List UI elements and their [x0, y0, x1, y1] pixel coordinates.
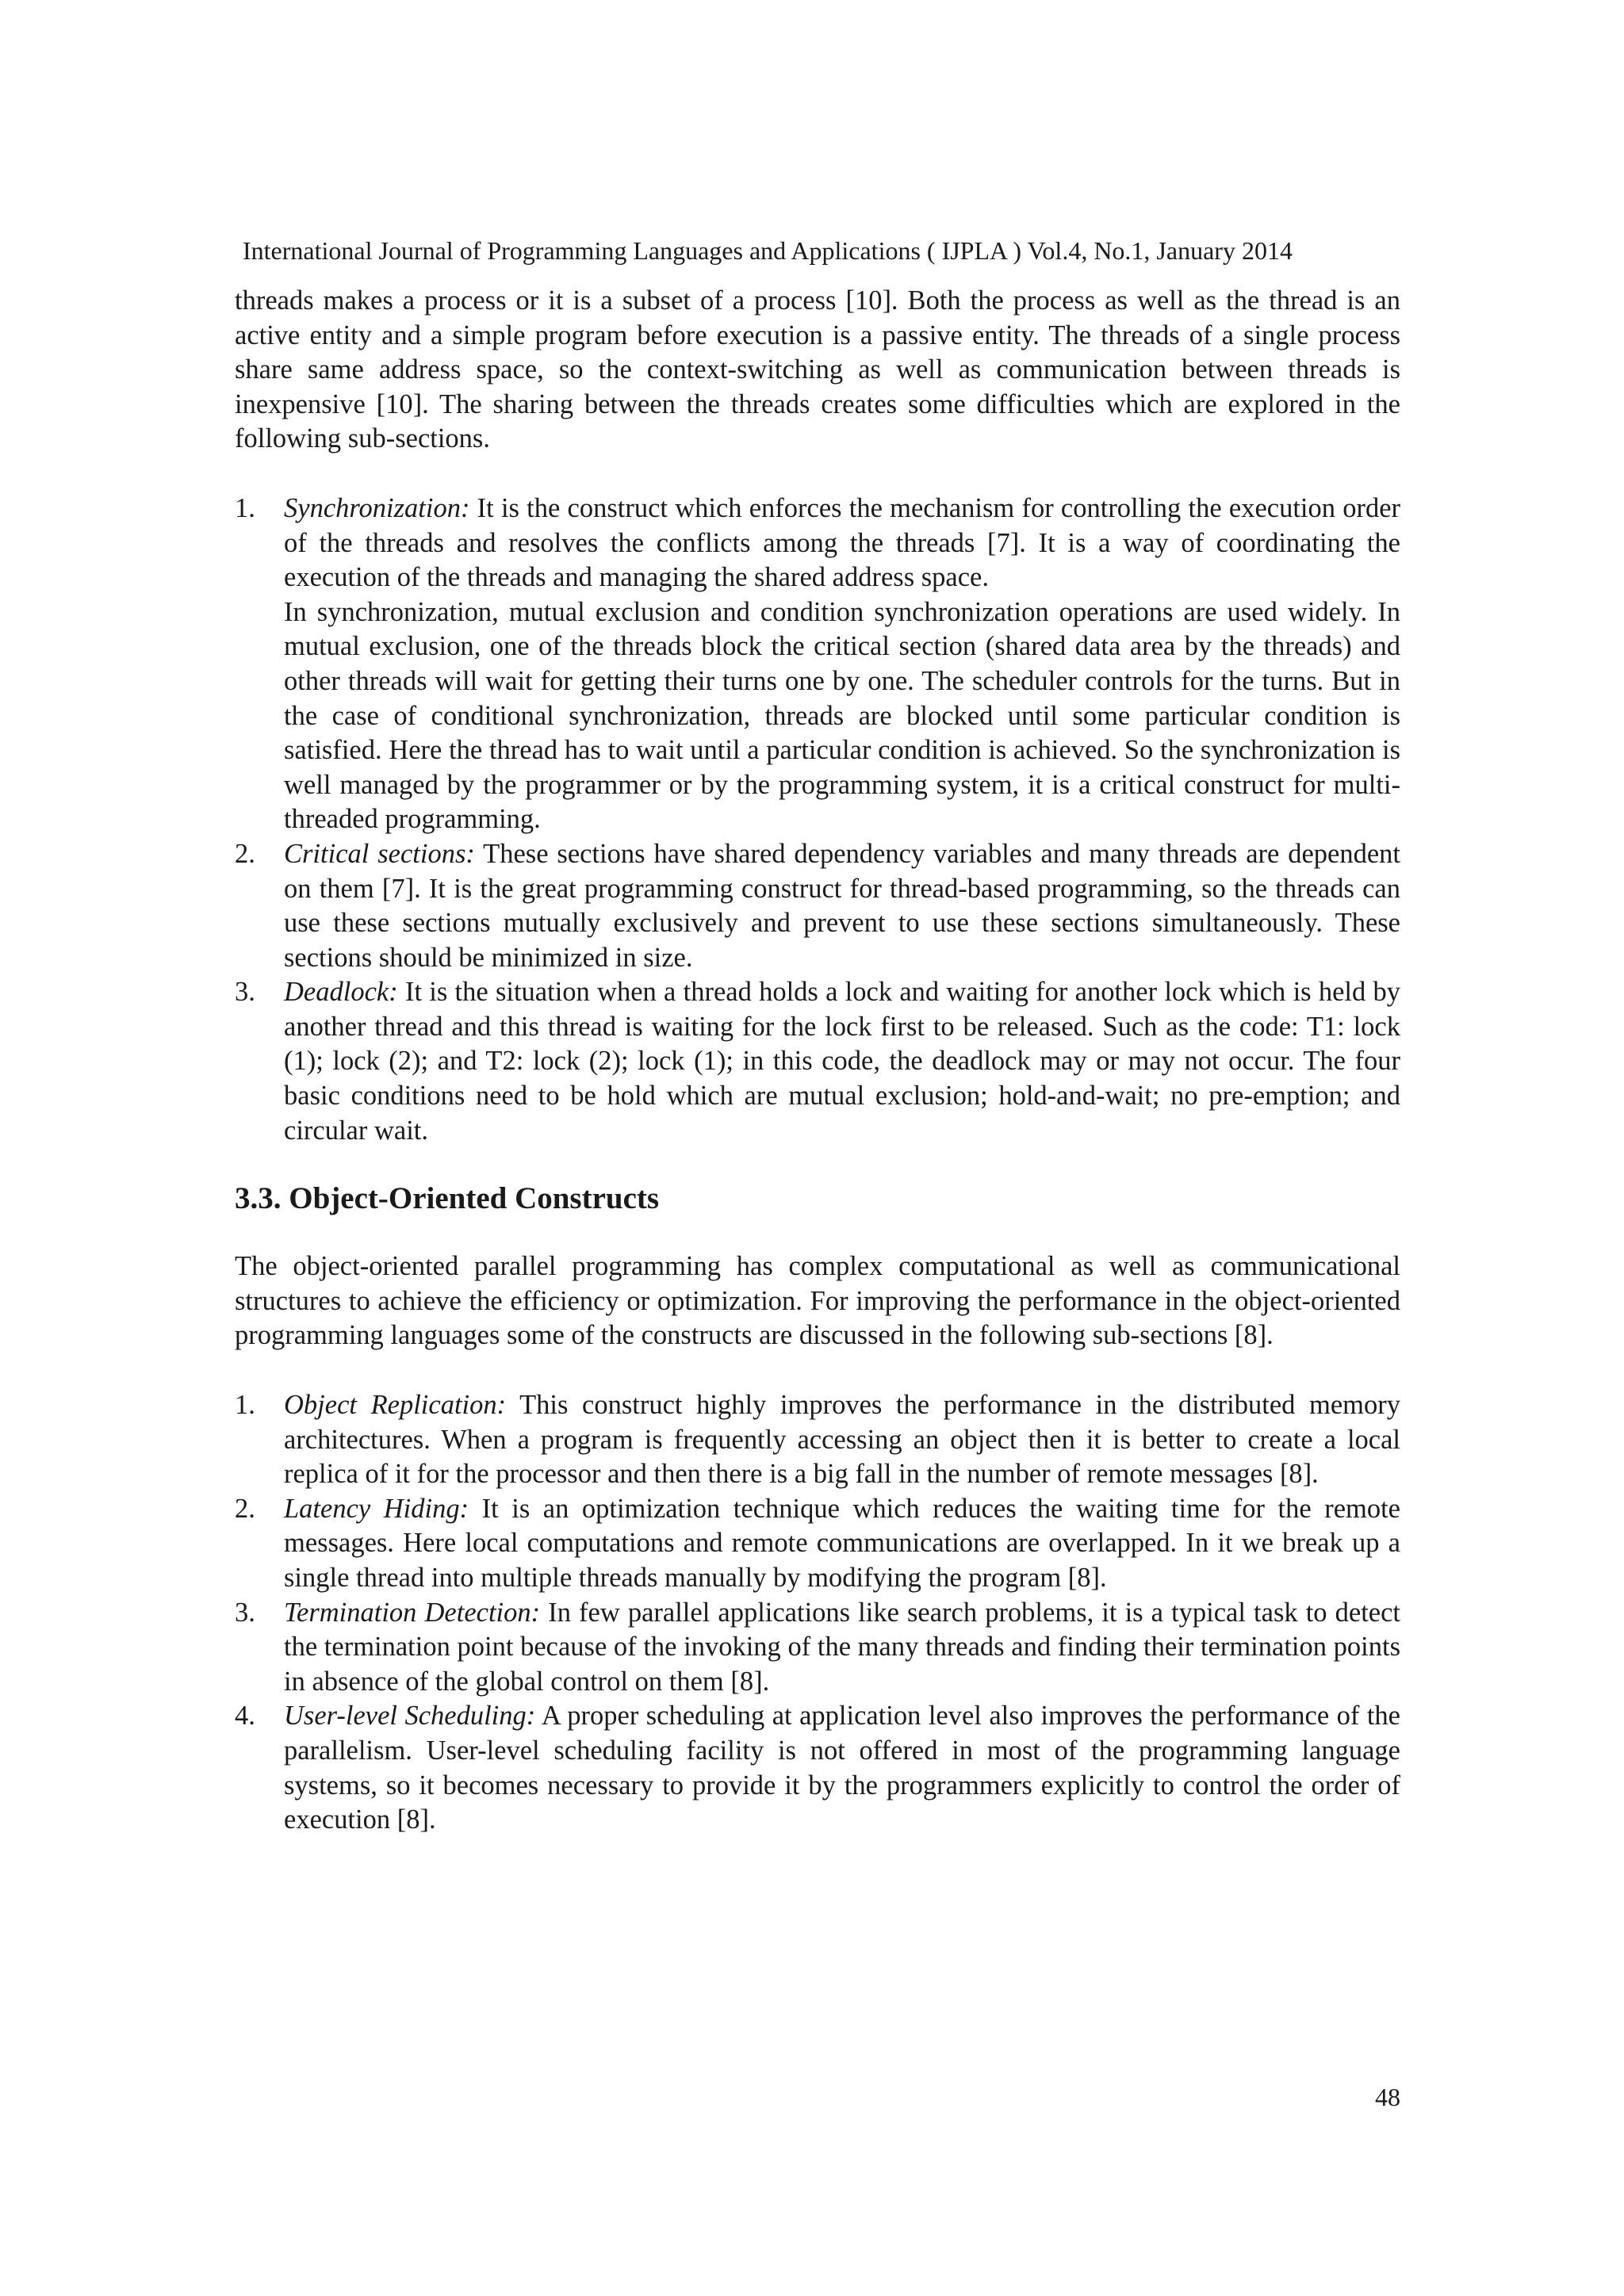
list-item-text: [284, 1596, 1400, 1700]
section-heading: 3.3. Object-Oriented Constructs: [235, 1181, 660, 1216]
list-number: 3.: [235, 1597, 255, 1628]
list-item-object-replication: [235, 1388, 1400, 1492]
list-item-user-level-scheduling: [235, 1699, 1400, 1837]
term-label: Synchronization:: [284, 492, 470, 523]
list-number: 4.: [235, 1701, 255, 1732]
list-item-text: [284, 492, 1400, 595]
term-description: In few parallel applications like search problems, it is a typical task to detect the termination point because of the invoking of the many threads and finding their termination points in absence of the global control on them [8].: [284, 1597, 1400, 1697]
list-item-continuation: In synchronization, mutual exclusion and condition synchronization operations are used widely. In mutual exclusion, one of the threads block the critical section (shared data area by the threads) and other threads will wait for getting their turns one by one. The scheduler controls for the turns. But in the case of conditional synchronization, threads are blocked until some particular condition is satisfied. Here the thread has to wait until a particular condition is achieved. So the synchronization is well managed by the programmer or by the programming system, it is a critical construct for multi-threaded programming.: [284, 596, 1400, 835]
intro-paragraph: threads makes a process or it is a subset of a process [10]. Both the process as well as the thread is an active entity and a simple program before execution is a passive entity. The threads of a single process share same address space, so the context-switching as well as communication between threads is inexpensive [10]. The sharing between the threads creates some difficulties which are explored in the following sub-sections.: [235, 285, 1400, 454]
term-description: It is the situation when a thread holds a lock and waiting for another lock which is held by another thread and this thread is waiting for the lock first to be released. Such as the code: T1: lock (1); lock (2); and T2: lock (2); lock (1); in this code, the deadlock may or may not occur. The four basic conditions need to be hold which are mutual exclusion; hold-and-wait; no pre-emption; and circular wait.: [284, 977, 1400, 1146]
list-item-text: [284, 975, 1400, 1148]
term-description: This construct highly improves the performance in the distributed memory architectures. When a program is frequently accessing an object then it is better to create a local replica of it for the processor and then there is a big fall in the number of remote messages [8].: [284, 1390, 1400, 1490]
term-description: It is the construct which enforces the mechanism for controlling the execution order of the threads and resolves the conflicts among the threads [7]. It is a way of coordinating the execution of the threads and managing the shared address space.: [284, 492, 1400, 593]
term-description: These sections have shared dependency variables and many threads are dependent on them [7]. It is the great programming construct for thread-based programming, so the threads can use these sections mutually exclusively and prevent to use these sections simultaneously. These sections should be minimized in size.: [284, 838, 1400, 973]
section-paragraph: The object-oriented parallel programming has complex computational as well as communicational structures to achieve the efficiency or optimization. For improving the performance in the object-oriented programming languages some of the constructs are discussed in the following sub-sections [8].: [235, 1251, 1400, 1351]
list-item-text: [284, 1388, 1400, 1492]
list-number: 2.: [235, 838, 255, 869]
page-number: 48: [1375, 2083, 1400, 2111]
term-label: Critical sections:: [284, 838, 475, 869]
list-item-synchronization: [235, 492, 1400, 837]
list-number: 1.: [235, 1390, 255, 1421]
term-label: User-level Scheduling:: [284, 1701, 536, 1732]
list-item-termination-detection: [235, 1596, 1400, 1700]
list-item-text: [284, 1699, 1400, 1837]
list-number: 2.: [235, 1493, 255, 1524]
oo-constructs-list: [235, 1388, 1400, 1838]
list-item-text: [284, 1492, 1400, 1596]
list-item-critical-sections: [235, 837, 1400, 975]
term-label: Deadlock:: [284, 977, 398, 1008]
journal-header: International Journal of Programming Languages and Applications ( IJPLA ) Vol.4, No.1, January 2014: [243, 236, 1293, 265]
list-item-text: [284, 837, 1400, 975]
list-item-deadlock: [235, 975, 1400, 1148]
term-label: Object Replication:: [284, 1390, 507, 1421]
list-item-latency-hiding: [235, 1492, 1400, 1596]
thread-issues-list: [235, 492, 1400, 1148]
term-description: A proper scheduling at application level also improves the performance of the parallelism. User-level scheduling facility is not offered in most of the programming language systems, so it becomes necessary to provide it by the programmers explicitly to control the order of execution [8].: [284, 1701, 1400, 1835]
list-number: 1.: [235, 492, 255, 523]
page-body: [235, 284, 1400, 1838]
list-number: 3.: [235, 977, 255, 1008]
term-label: Termination Detection:: [284, 1597, 541, 1628]
term-label: Latency Hiding:: [284, 1493, 469, 1524]
term-description: It is an optimization technique which reduces the waiting time for the remote messages. Here local computations and remote communications are overlapped. In it we break up a single thread into multiple threads manually by modifying the program [8].: [284, 1493, 1400, 1593]
